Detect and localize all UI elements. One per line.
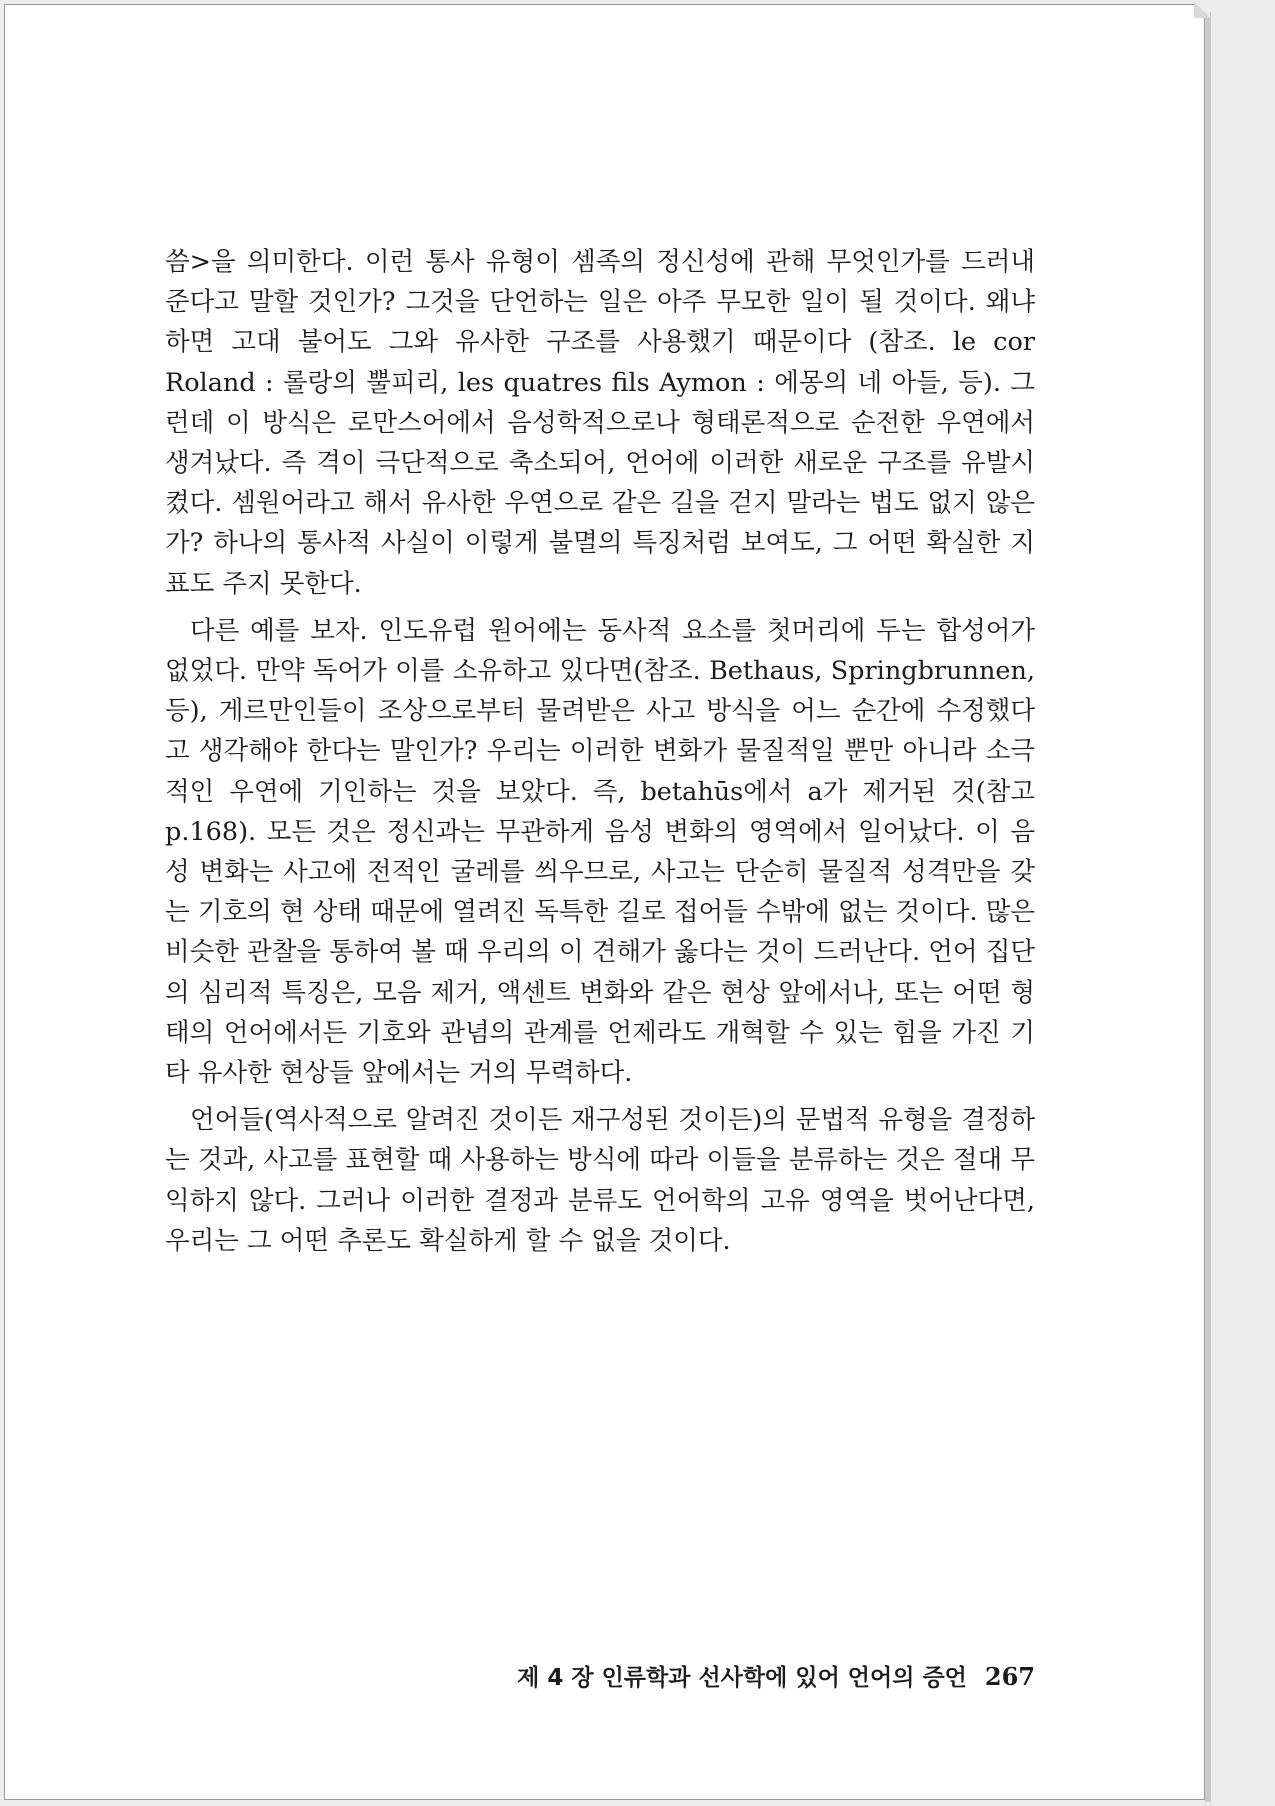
paragraph-1: 씀>을 의미한다. 이런 통사 유형이 셈족의 정신성에 관해 무엇인가를 드러내 준다고 말할 것인가? 그것을 단언하는 일은 아주 무모한 일이 될 것이다. 왜냐하면 고대 불어도 그와 유사한 구조를 사용했기 때문이다 (참조. le cor Roland : 롤랑의 뿔피리, les quatres fils Aymon : 에몽의 네 아들, 등). 그런데 이 방식은 로만스어에서 음성학적으로나 형태론적으로 순전한 우연에서 생겨났다. 즉 격이 극단적으로 축소되어, 언어에 이러한 새로운 구조를 유발시켰다. 셈원어라고 해서 유사한 우연으로 같은 길을 걷지 말라는 법도 없지 않은가? 하나의 통사적 사실이 이렇게 불멸의 특징처럼 보여도, 그 어떤 확실한 지표도 주지 못한다. — [165, 247, 1035, 599]
document-page — [4, 4, 1205, 1800]
page-footer — [453, 1659, 1035, 1692]
paragraph-3: 언어들(역사적으로 알려진 것이든 재구성된 것이든)의 문법적 유형을 결정하는 것과, 사고를 표현할 때 사용하는 방식에 따라 이들을 분류하는 것은 절대 무익하지 않다. 그러나 이러한 결정과 분류도 언어학의 고유 영역을 벗어난다면, 우리는 그 어떤 추론도 확실하게 할 수 없을 것이다. — [165, 1105, 1035, 1256]
page-number: 267 — [984, 1662, 1035, 1691]
page-body-text — [165, 242, 1035, 1261]
running-footer-chapter-title: 제 4 장 인류학과 선사학에 있어 언어의 증언 — [517, 1665, 967, 1691]
page-fold-corner — [1194, 2, 1210, 18]
paragraph-2: 다른 예를 보자. 인도유럽 원어에는 동사적 요소를 첫머리에 두는 합성어가 없었다. 만약 독어가 이를 소유하고 있다면(참조. Bethaus, Springbrunnen, 등), 게르만인들이 조상으로부터 물려받은 사고 방식을 어느 순간에 수정했다고 생각해야 한다는 말인가? 우리는 이러한 변화가 물질적일 뿐만 아니라 소극적인 우연에 기인하는 것을 보았다. 즉, betahūs에서 a가 제거된 것(참고 p.168). 모든 것은 정신과는 무관하게 음성 변화의 영역에서 일어났다. 이 음성 변화는 사고에 전적인 굴레를 씌우므로, 사고는 단순히 물질적 성격만을 갖는 기호의 현 상태 때문에 열려진 독특한 길로 접어들 수밖에 없는 것이다. 많은 비슷한 관찰을 통하여 볼 때 우리의 이 견해가 옳다는 것이 드러난다. 언어 집단의 심리적 특징은, 모음 제거, 액센트 변화와 같은 현상 앞에서나, 또는 어떤 형태의 언어에서든 기호와 관념의 관계를 언제라도 개혁할 수 있는 힘을 가진 기타 유사한 현상들 앞에서는 거의 무력하다. — [165, 615, 1035, 1089]
page-shadow — [1205, 12, 1211, 1802]
